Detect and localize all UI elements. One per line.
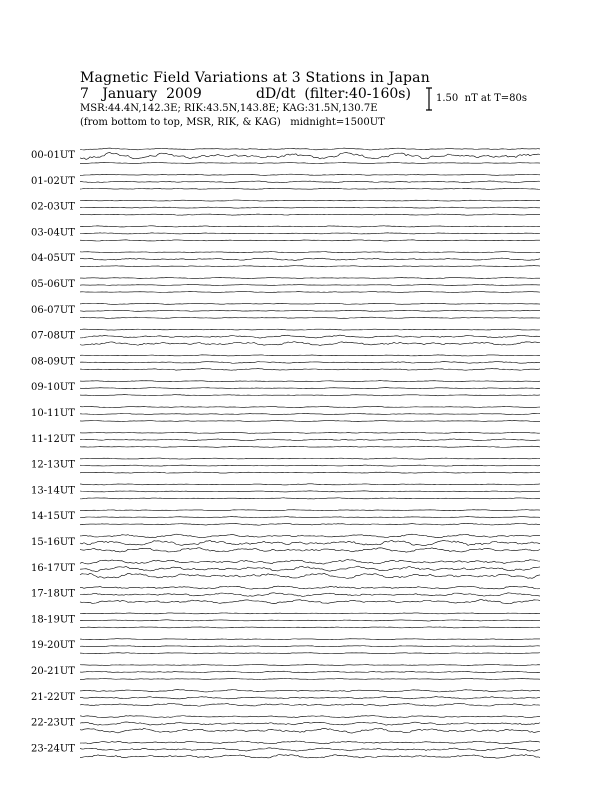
row-label: 15-16UT	[31, 537, 75, 548]
row-label: 10-11UT	[31, 408, 75, 419]
trace-MSR	[80, 395, 540, 396]
stations-label: MSR:44.4N,142.3E; RIK:43.5N,143.8E; KAG:31.5N,130.7E	[80, 103, 378, 114]
trace-KAG	[80, 252, 540, 253]
row-label: 18-19UT	[31, 614, 75, 626]
trace-RIK	[80, 620, 540, 621]
trace-KAG	[80, 716, 540, 718]
trace-MSR	[80, 548, 540, 552]
trace-RIK	[80, 748, 540, 752]
row-label: 03-04UT	[31, 227, 75, 239]
order-note: (from bottom to top, MSR, RIK, & KAG) midnight=1500UT	[80, 117, 385, 128]
scale-label: 1.50 nT at T=80s	[436, 93, 527, 104]
trace-RIK	[80, 593, 540, 597]
trace-RIK	[80, 207, 540, 208]
trace-KAG	[80, 355, 540, 356]
trace-RIK	[80, 491, 540, 492]
row-label: 16-17UT	[31, 562, 75, 574]
row-label: 20-21UT	[31, 666, 75, 677]
row-label: 21-22UT	[31, 691, 75, 703]
trace-KAG	[80, 586, 540, 589]
trace-KAG	[80, 381, 540, 382]
trace-MSR	[80, 678, 540, 679]
trace-MSR	[80, 317, 540, 318]
trace-KAG	[80, 690, 540, 692]
trace-KAG	[80, 432, 540, 433]
trace-KAG	[80, 613, 540, 614]
row-label: 00-01UT	[31, 150, 75, 161]
trace-KAG	[80, 303, 540, 304]
trace-KAG	[80, 664, 540, 665]
trace-MSR	[80, 188, 540, 189]
trace-RIK	[80, 540, 540, 545]
trace-RIK	[80, 152, 540, 159]
trace-RIK	[80, 233, 540, 234]
trace-RIK	[80, 465, 540, 466]
chart-title: Magnetic Field Variations at 3 Stations in Japan	[80, 70, 430, 86]
trace-MSR	[80, 703, 540, 706]
trace-MSR	[80, 420, 540, 421]
trace-RIK	[80, 722, 540, 725]
trace-KAG	[80, 510, 540, 511]
trace-RIK	[80, 284, 540, 285]
trace-RIK	[80, 697, 540, 699]
trace-RIK	[80, 181, 540, 183]
trace-RIK	[80, 310, 540, 311]
trace-MSR	[80, 498, 540, 499]
trace-MSR	[80, 266, 540, 267]
trace-MSR	[80, 342, 540, 346]
trace-RIK	[80, 671, 540, 673]
trace-MSR	[80, 653, 540, 654]
row-label: 13-14UT	[31, 485, 75, 497]
trace-KAG	[80, 226, 540, 227]
trace-KAG	[80, 484, 540, 485]
row-label: 04-05UT	[31, 253, 75, 265]
row-label: 08-09UT	[31, 356, 75, 368]
trace-KAG	[80, 406, 540, 407]
trace-KAG	[80, 329, 540, 330]
trace-KAG	[80, 560, 540, 564]
trace-RIK	[80, 413, 540, 414]
scale-bar	[426, 88, 432, 110]
trace-RIK	[80, 646, 540, 647]
trace-MSR	[80, 162, 540, 163]
row-label: 09-10UT	[31, 382, 75, 394]
row-label: 14-15UT	[31, 511, 75, 523]
trace-RIK	[80, 517, 540, 518]
trace-KAG	[80, 639, 540, 640]
row-label: 23-24UT	[31, 743, 75, 755]
trace-KAG	[80, 200, 540, 201]
trace-RIK	[80, 566, 540, 572]
trace-RIK	[80, 258, 540, 260]
trace-MSR	[80, 240, 540, 241]
trace-KAG	[80, 148, 540, 150]
row-label: 06-07UT	[31, 304, 75, 316]
row-label: 12-13UT	[31, 459, 75, 471]
trace-MSR	[80, 214, 540, 215]
row-label: 11-12UT	[31, 433, 75, 445]
row-label: 01-02UT	[31, 175, 75, 187]
trace-MSR	[80, 472, 540, 473]
trace-RIK	[80, 388, 540, 389]
trace-MSR	[80, 573, 540, 578]
trace-RIK	[80, 439, 540, 441]
row-label: 02-03UT	[31, 201, 75, 213]
trace-KAG	[80, 534, 540, 538]
row-label: 22-23UT	[31, 717, 75, 729]
row-label: 05-06UT	[31, 279, 75, 290]
trace-MSR	[80, 291, 540, 292]
trace-KAG	[80, 458, 540, 459]
row-label: 17-18UT	[31, 588, 75, 600]
trace-MSR	[80, 523, 540, 525]
trace-KAG	[80, 741, 540, 744]
row-label: 19-20UT	[31, 640, 75, 652]
trace-MSR	[80, 369, 540, 371]
trace-KAG	[80, 277, 540, 278]
row-label: 07-08UT	[31, 330, 75, 342]
trace-RIK	[80, 362, 540, 364]
trace-MSR	[80, 755, 540, 759]
quantity-label: dD/dt (filter:40-160s)	[256, 86, 411, 102]
trace-RIK	[80, 335, 540, 338]
trace-MSR	[80, 627, 540, 628]
date-label: 7 January 2009	[80, 86, 202, 102]
trace-MSR	[80, 600, 540, 604]
trace-KAG	[80, 174, 540, 175]
trace-MSR	[80, 728, 540, 733]
trace-MSR	[80, 446, 540, 447]
